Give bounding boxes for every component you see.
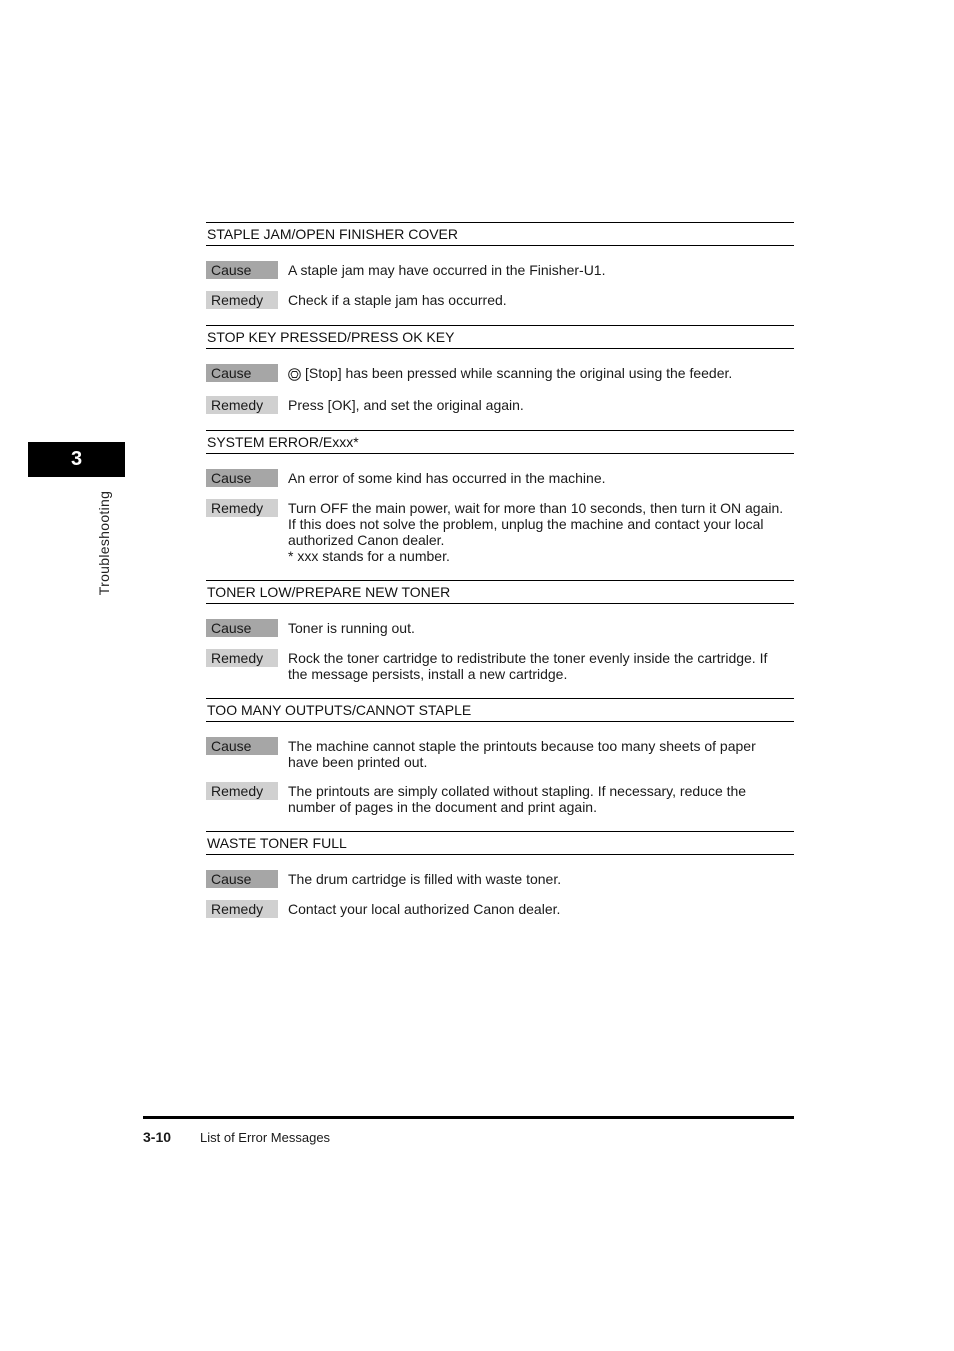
error-message-list	[206, 222, 794, 934]
error-title: TONER LOW/PREPARE NEW TONER	[206, 580, 794, 604]
cause-row	[206, 619, 794, 637]
text-line: authorized Canon dealer.	[288, 532, 445, 548]
cause-tag: Cause	[206, 261, 278, 279]
remedy-row	[206, 782, 794, 815]
remedy-text	[288, 649, 794, 682]
cause-tag: Cause	[206, 870, 278, 888]
text-line: An error of some kind has occurred in the machine.	[288, 470, 606, 486]
footer-title: List of Error Messages	[200, 1130, 331, 1145]
remedy-tag: Remedy	[206, 649, 278, 667]
error-section	[206, 580, 794, 682]
cause-tag: Cause	[206, 469, 278, 487]
error-section	[206, 430, 794, 564]
text-line: The machine cannot staple the printouts because too many sheets of paper	[288, 738, 756, 754]
chapter-side-label: Troubleshooting	[96, 490, 112, 596]
remedy-tag: Remedy	[206, 782, 278, 800]
remedy-row	[206, 900, 794, 918]
cause-tag: Cause	[206, 737, 278, 755]
cause-row	[206, 364, 794, 384]
text-line: Contact your local authorized Canon dealer.	[288, 901, 561, 917]
cause-text	[288, 737, 794, 770]
error-title: SYSTEM ERROR/Exxx*	[206, 430, 794, 454]
text-line: Check if a staple jam has occurred.	[288, 292, 507, 308]
text-line: If this does not solve the problem, unplug the machine and contact your local	[288, 516, 764, 532]
text-line: the message persists, install a new cartridge.	[288, 666, 568, 682]
remedy-row	[206, 291, 794, 309]
text-line: Rock the toner cartridge to redistribute the toner evenly inside the cartridge. If	[288, 650, 768, 666]
remedy-row	[206, 499, 794, 564]
text-line: Toner is running out.	[288, 620, 415, 636]
text-line: Turn OFF the main power, wait for more than 10 seconds, then turn it ON again.	[288, 500, 784, 516]
page-number: 3-10	[143, 1129, 172, 1145]
cause-text	[288, 261, 794, 278]
remedy-text	[288, 291, 794, 308]
remedy-text	[288, 499, 794, 564]
text-line: The printouts are simply collated without stapling. If necessary, reduce the	[288, 783, 747, 799]
footer-rule	[143, 1116, 794, 1119]
text-line: [Stop] has been pressed while scanning the original using the feeder.	[305, 365, 733, 381]
remedy-tag: Remedy	[206, 900, 278, 918]
cause-tag: Cause	[206, 364, 278, 382]
remedy-tag: Remedy	[206, 396, 278, 414]
cause-row	[206, 261, 794, 279]
error-section	[206, 831, 794, 918]
cause-row	[206, 469, 794, 487]
error-section	[206, 222, 794, 309]
text-line: A staple jam may have occurred in the Finisher-U1.	[288, 262, 606, 278]
cause-text	[288, 469, 794, 486]
remedy-row	[206, 396, 794, 414]
remedy-text	[288, 900, 794, 917]
stop-key-icon	[288, 368, 301, 384]
error-title: TOO MANY OUTPUTS/CANNOT STAPLE	[206, 698, 794, 722]
remedy-tag: Remedy	[206, 291, 278, 309]
text-line: number of pages in the document and print again.	[288, 799, 597, 815]
error-title: WASTE TONER FULL	[206, 831, 794, 855]
remedy-tag: Remedy	[206, 499, 278, 517]
error-title: STAPLE JAM/OPEN FINISHER COVER	[206, 222, 794, 246]
chapter-number: 3	[70, 448, 83, 470]
cause-text	[288, 364, 794, 384]
cause-tag: Cause	[206, 619, 278, 637]
cause-row	[206, 870, 794, 888]
text-line: Press [OK], and set the original again.	[288, 397, 524, 413]
error-section	[206, 325, 794, 414]
error-title: STOP KEY PRESSED/PRESS OK KEY	[206, 325, 794, 349]
cause-text	[288, 870, 794, 887]
error-section	[206, 698, 794, 815]
chapter-number-tab	[28, 442, 125, 477]
remedy-text	[288, 396, 794, 413]
remedy-row	[206, 649, 794, 682]
remedy-text	[288, 782, 794, 815]
cause-text	[288, 619, 794, 636]
cause-row	[206, 737, 794, 770]
text-line: have been printed out.	[288, 754, 428, 770]
text-line: The drum cartridge is filled with waste toner.	[288, 871, 562, 887]
text-line: * xxx stands for a number.	[288, 548, 450, 564]
